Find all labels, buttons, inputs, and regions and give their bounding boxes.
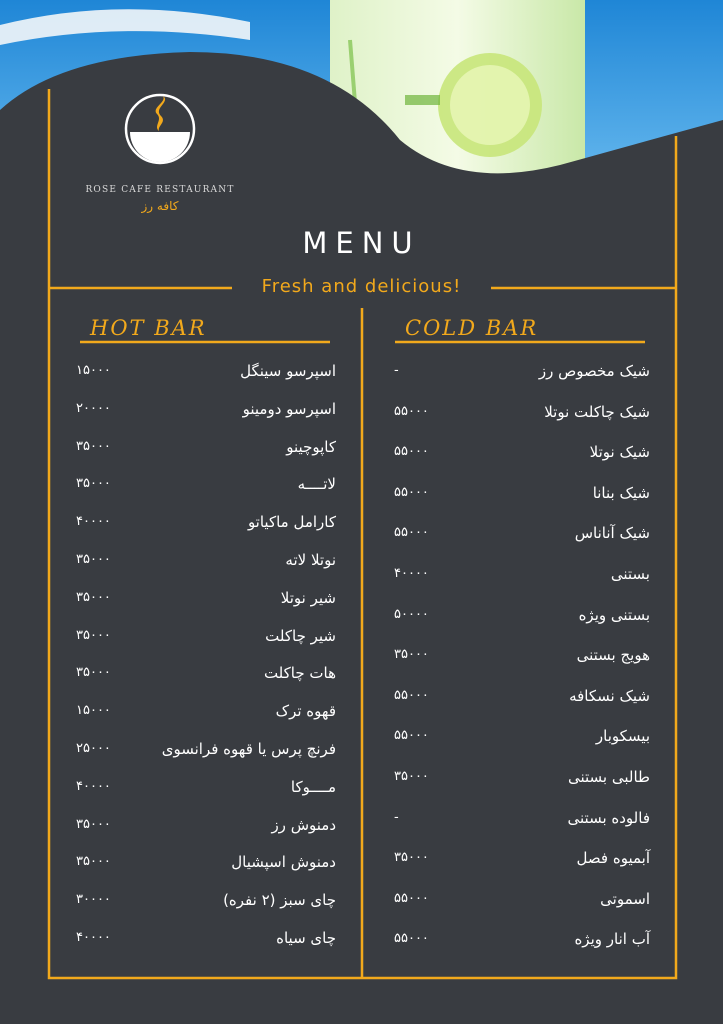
menu-item-row [394, 849, 650, 873]
menu-item-price: ۴۰۰۰۰ [76, 778, 111, 794]
menu-item-row [76, 929, 336, 953]
menu-item-row [394, 403, 650, 427]
menu-item-row [76, 702, 336, 726]
menu-tagline: Fresh and delicious! [261, 276, 462, 297]
menu-item-price: ۳۵۰۰۰ [394, 850, 429, 866]
menu-item-name: شیک آناناس [574, 524, 650, 543]
menu-item-name: اسپرسو دومینو [242, 399, 336, 418]
menu-item-price: ۲۵۰۰۰ [76, 741, 111, 756]
menu-item-name: شیک بنانا [592, 483, 650, 502]
menu-item-name: آبمیوه فصل [576, 849, 650, 868]
coffee-cup-logo-icon [123, 92, 197, 166]
menu-item-row [394, 606, 650, 630]
menu-item-name: شیر نوتلا [280, 588, 336, 607]
menu-item-name: کارامل ماکیاتو [247, 513, 336, 532]
menu-item-name: فالوده بستنی [567, 808, 650, 827]
menu-item-price: ۵۵۰۰۰ [394, 687, 429, 703]
menu-item-name: قهوه ترک [275, 702, 336, 721]
menu-item-price: - [394, 809, 399, 825]
menu-item-row [76, 816, 336, 840]
menu-item-name: لاتــــه [297, 475, 336, 494]
menu-item-price: ۳۵۰۰۰ [76, 589, 111, 605]
menu-item-row [76, 475, 336, 499]
menu-item-price: ۲۰۰۰۰ [76, 400, 111, 416]
menu-item-name: دمنوش اسپشیال [231, 853, 336, 872]
menu-item-row [394, 646, 650, 670]
menu-item-name: چای سیاه [276, 929, 336, 947]
brand-name-english: ROSE CAFE RESTAURANT [85, 185, 235, 195]
menu-item-price: ۵۵۰۰۰ [394, 444, 429, 460]
menu-item-name: چای سبز (۲ نفره) [223, 891, 336, 910]
menu-item-name: بیسکوبار [595, 727, 650, 746]
menu-item-row [76, 891, 336, 915]
menu-item-name: شیک مخصوص رز [538, 362, 650, 380]
menu-item-row [76, 627, 336, 651]
menu-item-name: فرنچ پرس یا قهوه فرانسوی [161, 740, 336, 758]
menu-item-name: شیر چاکلت [265, 626, 336, 645]
menu-item-row [76, 853, 336, 877]
menu-item-price: ۴۰۰۰۰ [76, 930, 111, 945]
menu-item-row [394, 930, 650, 954]
menu-item-price: ۵۵۰۰۰ [394, 484, 429, 500]
menu-item-price: ۱۵۰۰۰ [76, 703, 111, 719]
menu-item-name: دمنوش رز [271, 815, 336, 834]
menu-item-row [394, 565, 650, 589]
menu-item-name: اسموتی [600, 889, 650, 908]
menu-item-name: بستنی [610, 565, 650, 583]
menu-item-price: ۵۵۰۰۰ [394, 890, 429, 906]
menu-item-price: ۵۵۰۰۰ [394, 728, 429, 744]
menu-item-row [394, 362, 650, 386]
menu-item-price: - [394, 363, 399, 378]
menu-item-price: ۱۵۰۰۰ [76, 363, 111, 378]
menu-item-row [394, 727, 650, 751]
menu-item-name: مــــوکا [290, 777, 336, 796]
brand-block [70, 92, 250, 213]
menu-item-row [76, 513, 336, 537]
menu-item-price: ۳۵۰۰۰ [76, 476, 111, 492]
menu-item-price: ۵۵۰۰۰ [394, 931, 429, 947]
cold-bar-title: COLD BAR [405, 316, 539, 340]
menu-item-name: شیک چاکلت نوتلا [544, 402, 650, 421]
menu-item-price: ۵۰۰۰۰ [394, 606, 429, 622]
menu-item-name: بستنی ویژه [578, 605, 650, 624]
menu-item-row [76, 664, 336, 688]
menu-item-price: ۴۰۰۰۰ [76, 514, 111, 530]
menu-item-row [394, 484, 650, 508]
menu-item-row [76, 438, 336, 462]
menu-item-price: ۳۵۰۰۰ [76, 627, 111, 643]
menu-item-price: ۳۵۰۰۰ [76, 816, 111, 832]
menu-item-row [394, 443, 650, 467]
menu-item-price: ۵۵۰۰۰ [394, 403, 429, 419]
menu-title: MENU [302, 226, 421, 260]
menu-item-name: کاپوچینو [286, 437, 336, 456]
hot-bar-title: HOT BAR [90, 316, 207, 340]
menu-item-row [76, 740, 336, 764]
menu-item-price: ۵۵۰۰۰ [394, 525, 429, 541]
menu-item-name: اسپرسو سینگل [240, 362, 336, 380]
menu-item-row [76, 400, 336, 424]
menu-item-row [394, 809, 650, 833]
menu-item-price: ۳۵۰۰۰ [76, 552, 111, 567]
menu-item-row [394, 890, 650, 914]
menu-item-price: ۴۰۰۰۰ [394, 566, 429, 581]
menu-item-price: ۳۵۰۰۰ [394, 647, 429, 663]
menu-item-price: ۳۵۰۰۰ [76, 438, 111, 454]
menu-item-row [394, 524, 650, 548]
menu-item-row [394, 687, 650, 711]
menu-item-name: هات چاکلت [263, 664, 336, 683]
menu-item-price: ۳۰۰۰۰ [76, 892, 111, 908]
menu-item-row [394, 768, 650, 792]
menu-item-row [76, 362, 336, 386]
menu-item-name: هویج بستنی [576, 646, 650, 665]
menu-item-name: شیک نسکافه [569, 686, 650, 705]
menu-item-price: ۳۵۰۰۰ [76, 854, 111, 870]
menu-item-row [76, 589, 336, 613]
menu-item-name: آب انار ویژه [574, 930, 650, 949]
menu-item-name: شیک نوتلا [589, 443, 650, 462]
menu-item-price: ۳۵۰۰۰ [394, 769, 429, 784]
brand-name-persian: کافه رز [141, 199, 179, 213]
menu-item-name: نوتلا لاته [285, 551, 336, 569]
menu-item-row [76, 778, 336, 802]
menu-item-name: طالبی بستنی [568, 768, 650, 786]
menu-item-row [76, 551, 336, 575]
menu-item-price: ۳۵۰۰۰ [76, 665, 111, 681]
